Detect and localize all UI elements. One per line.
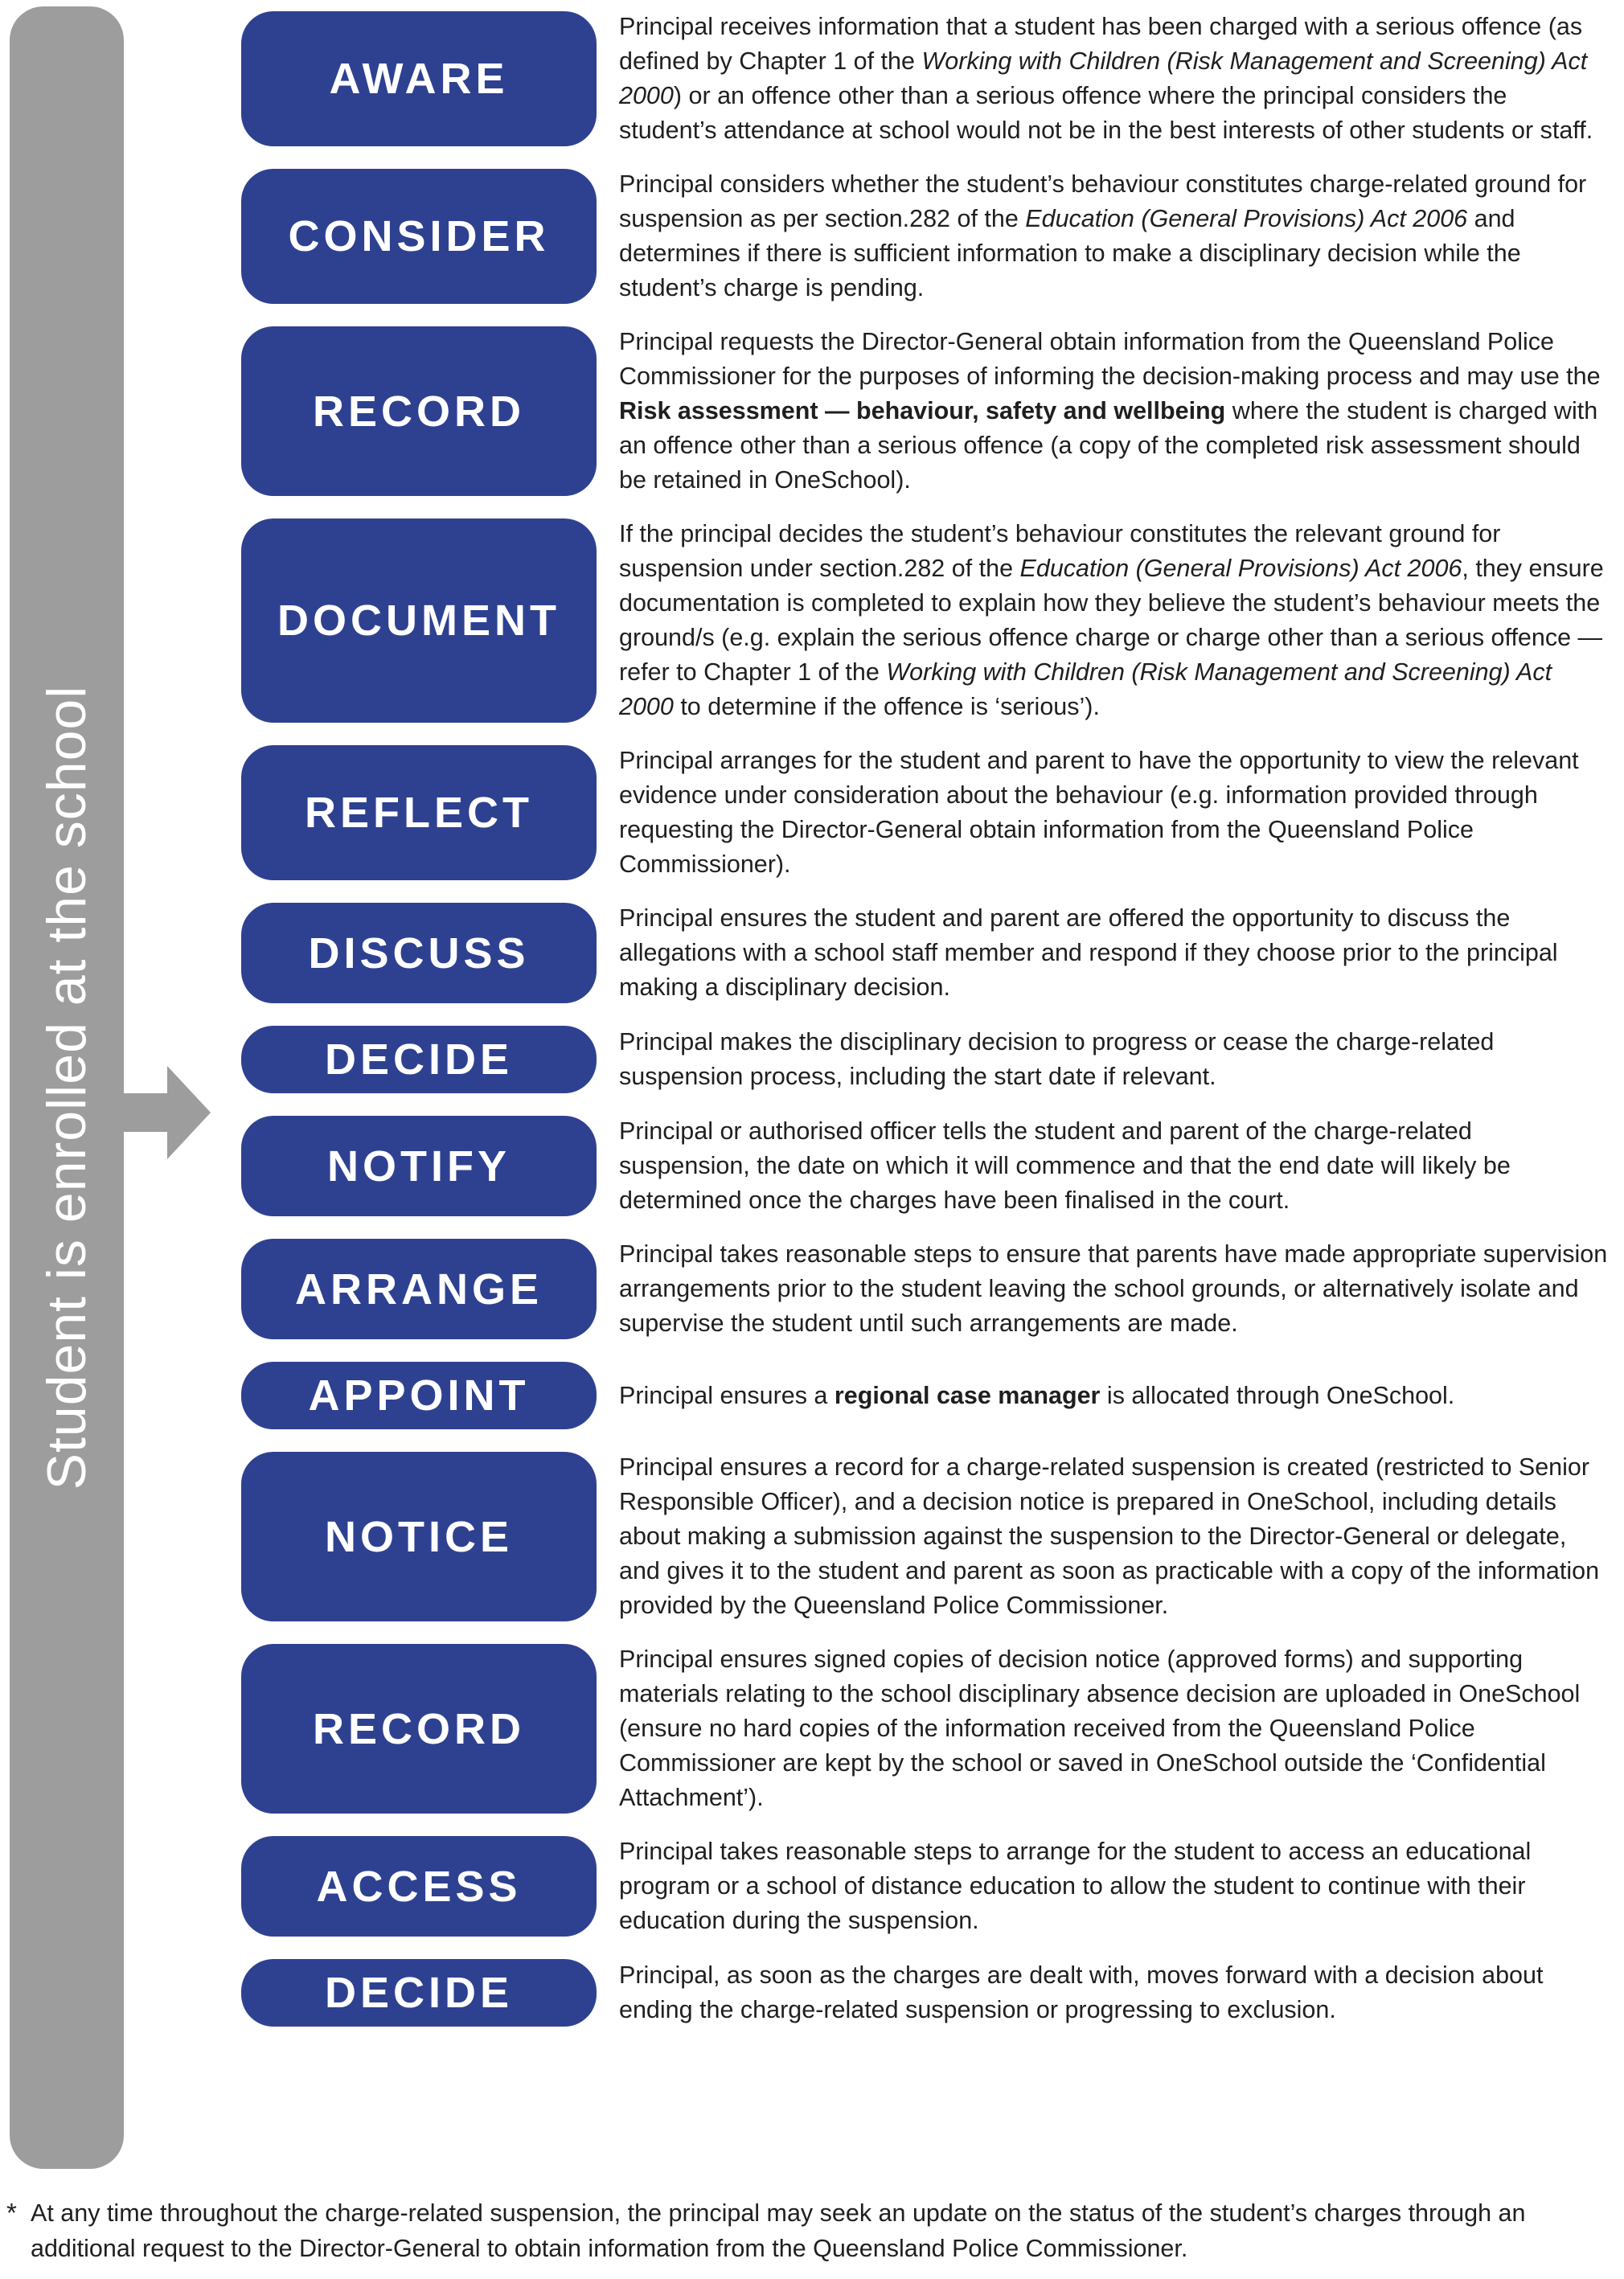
step-description-segment: Principal arranges for the student and parent to have the opportunity to view the relevant evidence under consideration about the behaviour (e.g. information provided through requesting the Director-General obtain information from the Queensland Police Commissioner). bbox=[619, 747, 1579, 878]
step-label: NOTICE bbox=[324, 1512, 513, 1561]
step-pill-arrange bbox=[241, 1239, 597, 1339]
step-row bbox=[241, 1114, 1610, 1218]
step-label: DOCUMENT bbox=[277, 596, 560, 645]
step-description-segment: Principal or authorised officer tells the student and parent of the charge-related suspension, the date on which it will commence and that the end date will likely be determined once the charges have been finalised in the court. bbox=[619, 1117, 1511, 1214]
step-description-segment: Working with Children (Risk Management and Screening) Act 2000 bbox=[619, 658, 1552, 720]
step-description-segment: Principal, as soon as the charges are dealt with, moves forward with a decision about ending the charge-related suspension or progressing to exclusion. bbox=[619, 1961, 1544, 2023]
step-label: APPOINT bbox=[308, 1371, 530, 1420]
footnote-marker: * bbox=[6, 2198, 17, 2228]
footnote bbox=[6, 2195, 1614, 2266]
step-pill-aware bbox=[241, 11, 597, 146]
step-row bbox=[241, 10, 1610, 148]
step-description bbox=[619, 1958, 1610, 2027]
step-pill-notify bbox=[241, 1116, 597, 1216]
enrolment-rail bbox=[10, 6, 124, 2169]
step-row bbox=[241, 744, 1610, 882]
step-pill-discuss bbox=[241, 903, 597, 1003]
step-pill-document bbox=[241, 519, 597, 723]
step-description-segment: regional case manager bbox=[834, 1381, 1101, 1409]
step-label: REFLECT bbox=[305, 789, 533, 837]
steps-column bbox=[241, 10, 1610, 2028]
step-row bbox=[241, 167, 1610, 305]
step-description-segment: is allocated through OneSchool. bbox=[1100, 1381, 1455, 1409]
step-pill-decide bbox=[241, 1026, 597, 1093]
step-description bbox=[619, 1642, 1610, 1815]
step-label: RECORD bbox=[312, 387, 525, 436]
flow-arrow-icon bbox=[121, 1063, 211, 1162]
step-description-segment: Principal ensures the student and parent are offered the opportunity to discuss the allegations with a school staff member and respond if they choose prior to the principal making a disciplinary decision. bbox=[619, 904, 1558, 1001]
step-row bbox=[241, 1642, 1610, 1815]
step-pill-record bbox=[241, 326, 597, 496]
step-row bbox=[241, 1360, 1610, 1431]
step-description-segment: and determines if there is sufficient information to make a disciplinary decision while the student’s charge is pending. bbox=[619, 205, 1521, 301]
step-description-segment: Principal takes reasonable steps to arrange for the student to access an educational program or a school of distance education to allow the student to continue with their education during the suspension. bbox=[619, 1838, 1532, 1934]
step-pill-notice bbox=[241, 1452, 597, 1621]
step-label: ACCESS bbox=[316, 1862, 522, 1911]
step-description-segment: Risk assessment — behaviour, safety and wellbeing bbox=[619, 397, 1226, 424]
step-description-segment: Principal requests the Director-General obtain information from the Queensland Police Commissioner for the purposes of informing the decision-making process and may use the bbox=[619, 328, 1601, 390]
step-description-segment: Principal receives information that a student has been charged with a serious offence (as defined by Chapter 1 of the bbox=[619, 13, 1583, 75]
step-row bbox=[241, 1957, 1610, 2028]
step-pill-consider bbox=[241, 169, 597, 304]
step-description-segment: If the principal decides the student’s behaviour constitutes the relevant ground for suspension under section.282 of the bbox=[619, 520, 1501, 582]
step-description-segment: Principal ensures a record for a charge-related suspension is created (restricted to Senior Responsible Officer), and a decision notice is prepared in OneSchool, including details about making a submission against the suspension to the Director-General or delegate, and gives it to the student and parent as soon as practicable with a copy of the information provided by the Queensland Police Commissioner. bbox=[619, 1453, 1600, 1619]
step-description bbox=[619, 1379, 1610, 1413]
step-description bbox=[619, 167, 1610, 305]
step-description bbox=[619, 1834, 1610, 1938]
step-label: DECIDE bbox=[324, 1035, 514, 1084]
step-description bbox=[619, 901, 1610, 1005]
step-row bbox=[241, 325, 1610, 498]
step-description-segment: ) or an offence other than a serious offence where the principal considers the student’s attendance at school would not be in the best interests of other students or staff. bbox=[619, 82, 1593, 144]
step-label: DECIDE bbox=[324, 1969, 514, 2017]
step-row bbox=[241, 1450, 1610, 1623]
step-label: ARRANGE bbox=[294, 1265, 543, 1314]
step-description bbox=[619, 1237, 1610, 1341]
step-description-segment: Principal ensures signed copies of decision notice (approved forms) and supporting materials relating to the school disciplinary absence decision are uploaded in OneSchool (ensure no hard copies of the information received from the Queensland Police Commissioner are kept by the school or saved in OneSchool outside the ‘Confidential Attachment’). bbox=[619, 1646, 1581, 1811]
step-pill-record bbox=[241, 1644, 597, 1814]
step-description-segment: Principal takes reasonable steps to ensure that parents have made appropriate supervision arrangements prior to the student leaving the school grounds, or alternatively isolate and supervise the student until such arrangements are made. bbox=[619, 1240, 1608, 1337]
step-description-segment: Principal makes the disciplinary decision to progress or cease the charge-related suspension process, including the start date if relevant. bbox=[619, 1028, 1495, 1090]
step-description-segment: Principal considers whether the student’s behaviour constitutes charge-related ground for suspension as per section.282 of the bbox=[619, 170, 1587, 232]
step-description bbox=[619, 1025, 1610, 1094]
step-description-segment: Education (General Provisions) Act 2006 bbox=[1019, 555, 1462, 582]
step-pill-decide bbox=[241, 1959, 597, 2027]
rail-label: Student is enrolled at the school bbox=[36, 685, 97, 1490]
step-pill-access bbox=[241, 1836, 597, 1937]
step-pill-appoint bbox=[241, 1362, 597, 1429]
step-description-segment: , they ensure documentation is completed to explain how they believe the student’s behaviour meets the ground/s (e.g. explain the serious offence charge or charge other than a serious offence — refer to Chapter 1 of the bbox=[619, 555, 1604, 686]
step-description bbox=[619, 10, 1610, 148]
step-description-segment: Working with Children (Risk Management and Screening) Act 2000 bbox=[619, 47, 1588, 109]
step-label: CONSIDER bbox=[288, 212, 550, 260]
step-row bbox=[241, 1024, 1610, 1095]
step-description-segment: Principal ensures a bbox=[619, 1381, 835, 1409]
footnote-text: At any time throughout the charge-related suspension, the principal may seek an update on the status of the student’s charges through an additional request to the Director-General to obtain information from the Queensland Police Commissioner. bbox=[31, 2199, 1526, 2262]
step-row bbox=[241, 1834, 1610, 1938]
step-label: NOTIFY bbox=[327, 1142, 511, 1191]
step-description bbox=[619, 517, 1610, 724]
step-row bbox=[241, 517, 1610, 724]
step-row bbox=[241, 901, 1610, 1005]
step-description-segment: where the student is charged with an offence other than a serious offence (a copy of the completed risk assessment should be retained in OneSchool). bbox=[619, 397, 1598, 494]
step-label: DISCUSS bbox=[308, 928, 530, 978]
step-description bbox=[619, 1450, 1610, 1623]
step-description-segment: Education (General Provisions) Act 2006 bbox=[1025, 205, 1468, 232]
step-label: RECORD bbox=[312, 1704, 525, 1753]
step-description bbox=[619, 325, 1610, 498]
step-description bbox=[619, 1114, 1610, 1218]
step-pill-reflect bbox=[241, 745, 597, 880]
step-label: AWARE bbox=[329, 55, 509, 103]
step-row bbox=[241, 1237, 1610, 1341]
step-description bbox=[619, 744, 1610, 882]
step-description-segment: to determine if the offence is ‘serious’). bbox=[673, 693, 1100, 720]
